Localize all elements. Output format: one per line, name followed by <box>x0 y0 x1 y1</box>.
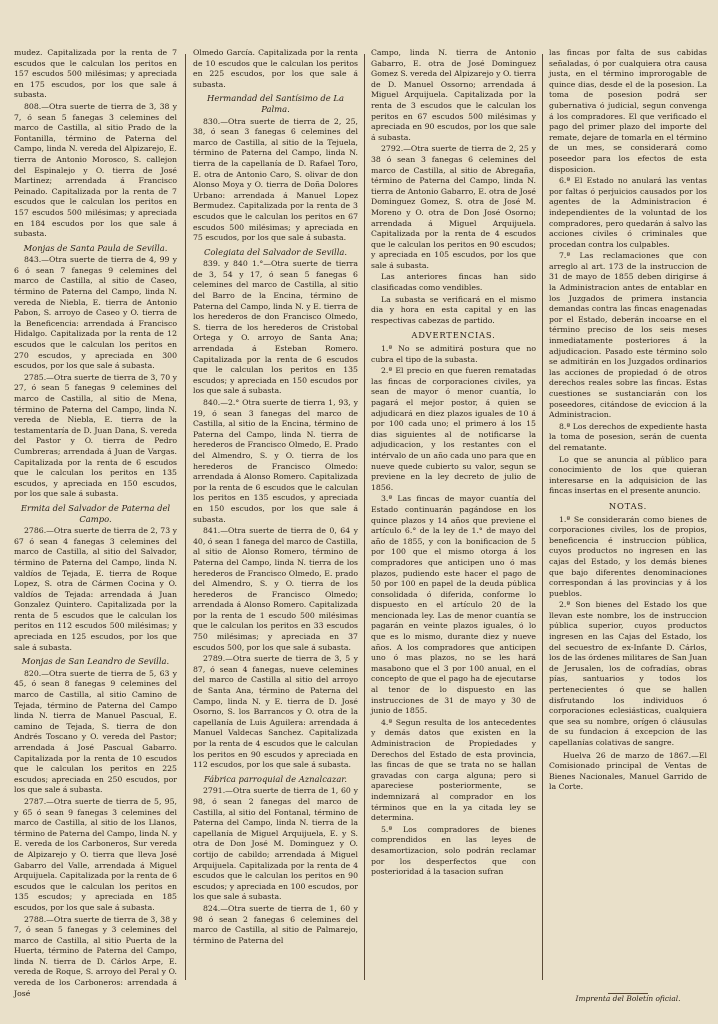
imprint-text: Imprenta del Boletín oficial. <box>575 994 681 1003</box>
paragraph: La subasta se verificará en el mismo dia y hora en esta capital y en las respectivas cabezas de partido. <box>371 294 536 325</box>
paragraph: 841.—Otra suerte de tierra de 0, 64 y 40, ó sean 1 fanega del marco de Castilla, al sitio de Alonso Romero, término de Paterna del Campo, linda N. tierra de los herederos de Francisco Olmedo, E. prado del Almendro, S. y O. tierra de los herederos de Francisco Olmedo; arrendada á Alonso Romero. Capitalizada por la renta de 1 escudo 500 milésimas que le calculan los peritos en 33 escudos 750 milésimas; y apreciada en 37 escudos 500, por los que sale á subasta. <box>193 526 358 652</box>
column-rule-1 <box>185 54 186 980</box>
paragraph: 2.ª Son bienes del Estado los que llevan este nombre, los de instruccion pública superior, cuyos productos ingresen en las Cajas del Estado, los del secuestro de ex-Infante D. Cárlos, los de las órdenes militares de San Juan de Jerusalen, los de cofradías, obras pías, santuarios y todos los pertenecientes ó que se hallen disfrutando los individuos ó corporaciones eclesiásticas, cualquiera que sea su nombre, orígen ó cláusulas de su fundacion á excepcion de las capellanías colativas de sangre. <box>549 600 707 747</box>
section-heading: Hermandad del Santísimo de La Palma. <box>207 93 344 114</box>
paragraph: Lo que se anuncia al público para conocimiento de los que quieran interesarse en la adquisicion de las fincas insertas en el presente anuncio. <box>549 454 707 496</box>
paragraph: 2791.—Otra suerte de tierra de 1, 60 y 98, ó sean 2 fanegas del marco de Castilla, al sitio del Fontanal, término de Paterna del Campo, linda N. tierra de la capellanía de Miguel Arquijuela, E. y S. otra de Don José M. Dominguez y O. cortijo de cabildo; arrendada á Miguel Arquijuela. Capitalizada por la renta de 4 escudos que le calculan los peritos en 90 escudos; y apreciada en 100 escudos, por los que sale á subasta. <box>193 786 358 902</box>
paragraph: 6.ª El Estado no anulará las ventas por faltas ó perjuicios causados por los agentes de la Administracion é independientes de la voluntad de los compradores, pero quedarán á salvo las acciones civiles ó criminales que procedan contra los culpables. <box>549 176 707 249</box>
paragraph: 839. y 840 1.°—Otra suerte de tierra de 3, 54 y 17, ó sean 5 fanegas 6 celemines del marco de Castilla, al sitio del Barro de la Encina, término de Paterna del Campo, linda N. y E. tierra de los herederos de don Francisco Olmedo, S. tierra de los herederos de Cristobal Ortega y O. arroyo de Santa Ana; arrendada á Esteban Romero. Capitalizada por la renta de 6 escudos que le calculan los peritos en 135 escudos; y apreciada en 150 escudos por los que sale á subasta. <box>193 259 358 396</box>
paragraph: Olmedo García. Capitalizada por la renta de 10 escudos que le calculan los peritos en 225 escudos, por los que sale á subasta. <box>193 48 358 89</box>
imprint <box>549 988 707 1003</box>
paragraph: 1.ª No se admitirá postura que no cubra el tipo de la subasta. <box>371 344 536 364</box>
section-heading: Colegiata del Salvador de Sevilla. <box>203 246 348 257</box>
notas-heading: NOTAS. <box>608 500 648 511</box>
paragraph: 820.—Otra suerte de tierra de 5, 63 y 45, ó sean 8 fanegas 9 celemines del marco de Castilla, al sitio Camino de Tejada, término de Paterna del Campo linda N. tierra de Manuel Pascual, E. camino de Tejada, S. tierra de don Andrés Toscano y O. vereda del Pastor; arrendada á José Pascual Gabarro. Capitalizada por la renta de 10 escudos que le calculan los peritos en 225 escudos; apreciada en 250 escudos, por los que sale á subasta. <box>14 668 177 795</box>
paragraph: 1.ª Se considerarán como bienes de corporaciones civiles, los de propios, beneficencia é instruccion pública, cuyos productos no ingresen en las cajas del Estado, y los demás bienes que bajo diferentes denominaciones correspondan á las provincias y á los pueblos. <box>549 514 707 598</box>
paragraph: 2787.—Otra suerte de tierra de 5, 95, y 65 ó sean 9 fanegas 3 celemines del marco de Castilla, al sitio de los Llanos, término de Paterna del Campo, linda N. y E. vereda de los Carboneros, Sur vereda de Alpizarejo y O. tierra que lleva José Gabarro del Valle, arrendada á Miguel Arquijuela. Capitalizada por la renta de 6 escudos que le calculan los peritos en 135 escudos; y apreciada en 185 escudos, por los que sale á subasta. <box>14 796 177 912</box>
paragraph: 2786.—Otra suerte de tierra de 2, 73 y 67 ó sean 4 fanegas 3 celemines del marco de Castilla, al sitio del Salvador, término de Paterna del Campo, linda N. valdíos de Tejada, E. tierra de Roque Lopez, S. otra de Cármen Cocina y O. valdíos de Tejada: arrendada á Juan Gonzalez Quintero. Capitalizada por la renta de 5 escudos que le calculan los peritos en 112 escudos 500 milésimas; y apreciada en 125 escudos, por los que sale á subasta. <box>14 526 177 652</box>
paragraph: 830.—Otra suerte de tierra de 2, 25, 38, ó sean 3 fanegas 6 celemines del marco de Castilla, al sitio de la Tejuela, término de Paterna del Campo, linda N. tierra de la capellanía de D. Rafael Toro, E. otra de Antonio Caro, S. olivar de don Alonso Moya y O. tierra de Doña Dolores Urbano: arrendada á Manuel Lopez Bermudez. Capitalizada por la renta de 3 escudos que le calculan los peritos en 67 escudos 500 milésimas; y apreciada en 75 escudos, por los que sale á subasta. <box>193 116 358 243</box>
paragraph: 8.ª Los derechos de expediente hasta la toma de posesion, serán de cuenta del rematante. <box>549 421 707 452</box>
paragraph: 808.—Otra suerte de tierra de 3, 38 y 7, ó sean 5 fanegas 3 celemines del marco de Castilla, al sitio Prado de la Fontanilla, término de Paterna del Campo, linda N. vereda del Alpizarejo, E. tierra de Antonio Morosco, S. callejon del Espinalejo y O. tierra de José Martinez; arrendada á Francisco Peinado. Capitalizada por la renta de 7 escudos que le calculan los peritos en 157 escudos 500 milésimas; y apreciada en 184 escudos por los que sale á subasta. <box>14 101 177 239</box>
paragraph: 3.ª Las fincas de mayor cuantía del Estado continuarán pagándose en los quince plazos y 14 años que previene el artículo 6.° de la ley de 1.° de mayo del año de 1855, y con la bonificacion de 5 por 100 que el mismo otorga á los compradores que anticipen uno ó mas plazos, pudiendo este hacer el pago de 50 por 100 en papel de la deuda pública consolidada ó diferida, conforme lo dispuesto en el artículo 20 de la mencionada ley. Las de menor cuantía se pagarán en veinte plazos iguales, ó lo que es lo mismo, durante diez y nueve años. A los compradores que anticipen uno ó mas plazos, no se les hará masabono que el 3 por 100 anual, en el concepto de que el pago ha de ejecutarse al tenor de lo dispuesto en las instrucciones de 31 de mayo y 30 de junio de 1855. <box>371 494 536 716</box>
paragraph: 2.ª El precio en que fueren rematadas las fincas de corporaciones civiles, ya sean de mayor ó menor cuantía, lo pagará el mejor postor, á quien se adjudicará en diez plazos iguales de 10 á por 100 cada uno; el primero á los 15 dias siguientes al de notificarse la adjudicacion, y los restantes con el intérvalo de un año cada uno para que en nueve quede cubierto su valor, segun se previene en la ley decreto de julio de 1856. <box>371 366 536 492</box>
paragraph: 7.ª Las reclamaciones que con arreglo al art. 173 de la instruccion de 31 de mayo de 1855 deben dirigirse á la Administracion antes de entablar en los Juzgados de primera instancia demandas contra las fincas enagenadas por el Estado, deberán incoarse en el término preciso de los seis meses inmediatamente posteriores á la adjudicacion. Pasado este término solo se admitirán en los Juzgados ordinarios las acciones de propiedad ó de otros derechos reales sobre las fincas. Estas cuestiones se sustanciarán con los poseedores, citándose de eviccion á la Administracion. <box>549 251 707 420</box>
paragraph: Las anteriores fincas han sido clasificadas como vendibles. <box>371 272 536 293</box>
section-heading: Monjas de Santa Paula de Sevilla. <box>23 242 168 253</box>
paragraph: 2788.—Otra suerte de tierra de 3, 38 y 7, ó sean 5 fanegas y 3 celemines del marco de Castilla, al sitio Puerta de la Huerta, término de Paterna del Campo, linda N. tierra de D. Cárlos Arpe, E. vereda de Roque, S. arroyo del Peral y O. vereda de los Carboneros: arrendada á José <box>14 914 177 998</box>
column-rule-2 <box>364 54 365 980</box>
advertencias-heading: ADVERTENCIAS. <box>411 330 496 341</box>
signature-block <box>549 751 707 793</box>
paragraph: Campo, linda N. tierra de Antonio Gabarro, E. otra de José Dominguez Gomez S. vereda del Alpizarejo y O. tierra de D. Manuel Ossorno; arrendada á Miguel Arquijuela. Capitalizada por la renta de 3 escudos que le calculan los peritos en 67 escudos 500 milésimas y apreciada en 90 escudos, por los que sale á subasta. <box>371 48 537 142</box>
column-3 <box>371 48 536 984</box>
paragraph: 824.—Otra suerte de tierra de 1, 60 y 98 ó sean 2 fanegas 6 celemines del marco de Castilla, al sitio de Palmarejo, término de Paterna del <box>193 903 358 945</box>
paragraph: 4.ª Segun resulta de los antecedentes y demás datos que existen en la Administracion de Propiedades y Derechos del Estado de esta provincia, las fincas de que se trata no se hallan gravadas con carga alguna; pero si apareciese posteriormente, se indemnizará al comprador en los términos que en la ya citada ley se determina. <box>371 717 536 823</box>
paragraph: 2792.—Otra suerte de tierra de 2, 25 y 38 ó sean 3 fanegas 6 celemines del marco de Castilla, al sitio de Abregaña, término de Paterna del Campo, linda N. tierra de Antonio Gabarro, E. otra de José Dominguez Gomez, S. otra de José M. Moreno y O. otra de Don José Osorno; arrendada á Miguel Arquijuela. Capitalizada por la renta de 4 escudos que le calculan los peritos en 90 escudos; y apreciada en 105 escudos, por los que sale á subasta. <box>371 144 536 270</box>
column-rule-3 <box>542 54 543 980</box>
paragraph: 2785.—Otra suerte de tierra de 3, 70 y 27, ó sean 5 fanegas 9 celemines del marco de Castilla, al sitio de Mena, término de Paterna del Campo, linda N. vereda de Niebla, E. tierra de la testamentaría de D. Juan Dana, S. vereda del Pastor y O. tierra de Pedro Cumbreras; arrendada á Juan de Vargas. Capitalizada por la renta de 6 escudos que le calculan los peritos en 135 escudos, y apreciada en 150 escudos, por los que sale á subasta. <box>14 372 177 499</box>
column-1 <box>14 48 177 998</box>
column-2 <box>193 48 358 984</box>
section-heading: Ermita del Salvador de Paterna del Campo. <box>20 502 171 524</box>
paragraph: 5.ª Los compradores de bienes comprendidos en las leyes de desamortizacion, solo podrán reclamar por los desperfectos que con posterioridad á la tasacion sufran <box>371 824 536 877</box>
paragraph: 843.—Otra suerte de tierra de 4, 99 y 6 ó sean 7 fanegas 9 celemines del marco de Castilla, al sitio de Caseo, término de Paterna del Campo, linda N. vereda de Niebla, E. tierra de Antonio Pabon, S. arroyo de Caseo y O. tierra de la Beneficencia: arrendada á Francisco Hidalgo. Capitalizada por la renta de 12 escudos que le calculan los peritos en 270 escudos, y apreciada en 300 escudos, por los que sale á subasta. <box>14 255 177 371</box>
paragraph: las fincas por falta de sus cabidas señaladas, ó por cualquiera otra causa justa, en el término improrogable de quince dias, desde el de la posesion. La toma de posesion podrá ser gubernativa ó judicial, segun convenga á los compradores. El que verificado el pago del primer plazo del importe del remate, dejare de tomarla en el término de un mes, se considerará como poseedor para los efectos de esta disposicion. <box>549 48 707 174</box>
paragraph: 840.—2.° Otra suerte de tierra 1, 93, y 19, ó sean 3 fanegas del marco de Castilla, al sitio de la Encina, término de Paterna del Campo, linda N. tierra de herederos de Francisco Olmedo, E. Prado del Almendro, S. y O. tierra de los herederos de Francisco Olmedo: arrendada á Alonso Romero. Capitalizada por la renta de 6 escudos que le calculan los peritos en 135 escudos, y apreciada en 150 escudos, por los que sale á subasta. <box>193 398 358 524</box>
signature-line: Huelva 26 de marzo de 1867.—El Comisionado principal de Ventas de Bienes Nacionales, Manuel Garrido de la Corte. <box>549 750 707 792</box>
section-heading: Monjas de San Leandro de Sevilla. <box>21 656 170 667</box>
column-4 <box>549 48 707 984</box>
paragraph: mudez. Capitalizada por la renta de 7 escudos que le calculan los peritos en 157 escudos 500 milésimas; y apreciada en 175 escudos, por los que sale á subasta. <box>14 48 177 100</box>
section-heading: Fábrica parroquial de Aznalcazar. <box>203 773 348 784</box>
paragraph: 2789.—Otra suerte de tierra de 3, 5 y 87, ó sean 4 fanegas, nueve celemines del marco de Castilla al sitio del arroyo de Santa Ana, término de Paterna del Campo, linda N. y E. tierra de D. José Osorno, S. los Barrancos y O. otra de la capellanía de Luis Aguilera: arrendada á Manuel Valdecas Sanchez. Capitalizada por la renta de 4 escudos que le calculan los peritos en 90 escudos y apreciada en 112 escudos, por los que sale á subasta. <box>193 654 358 770</box>
